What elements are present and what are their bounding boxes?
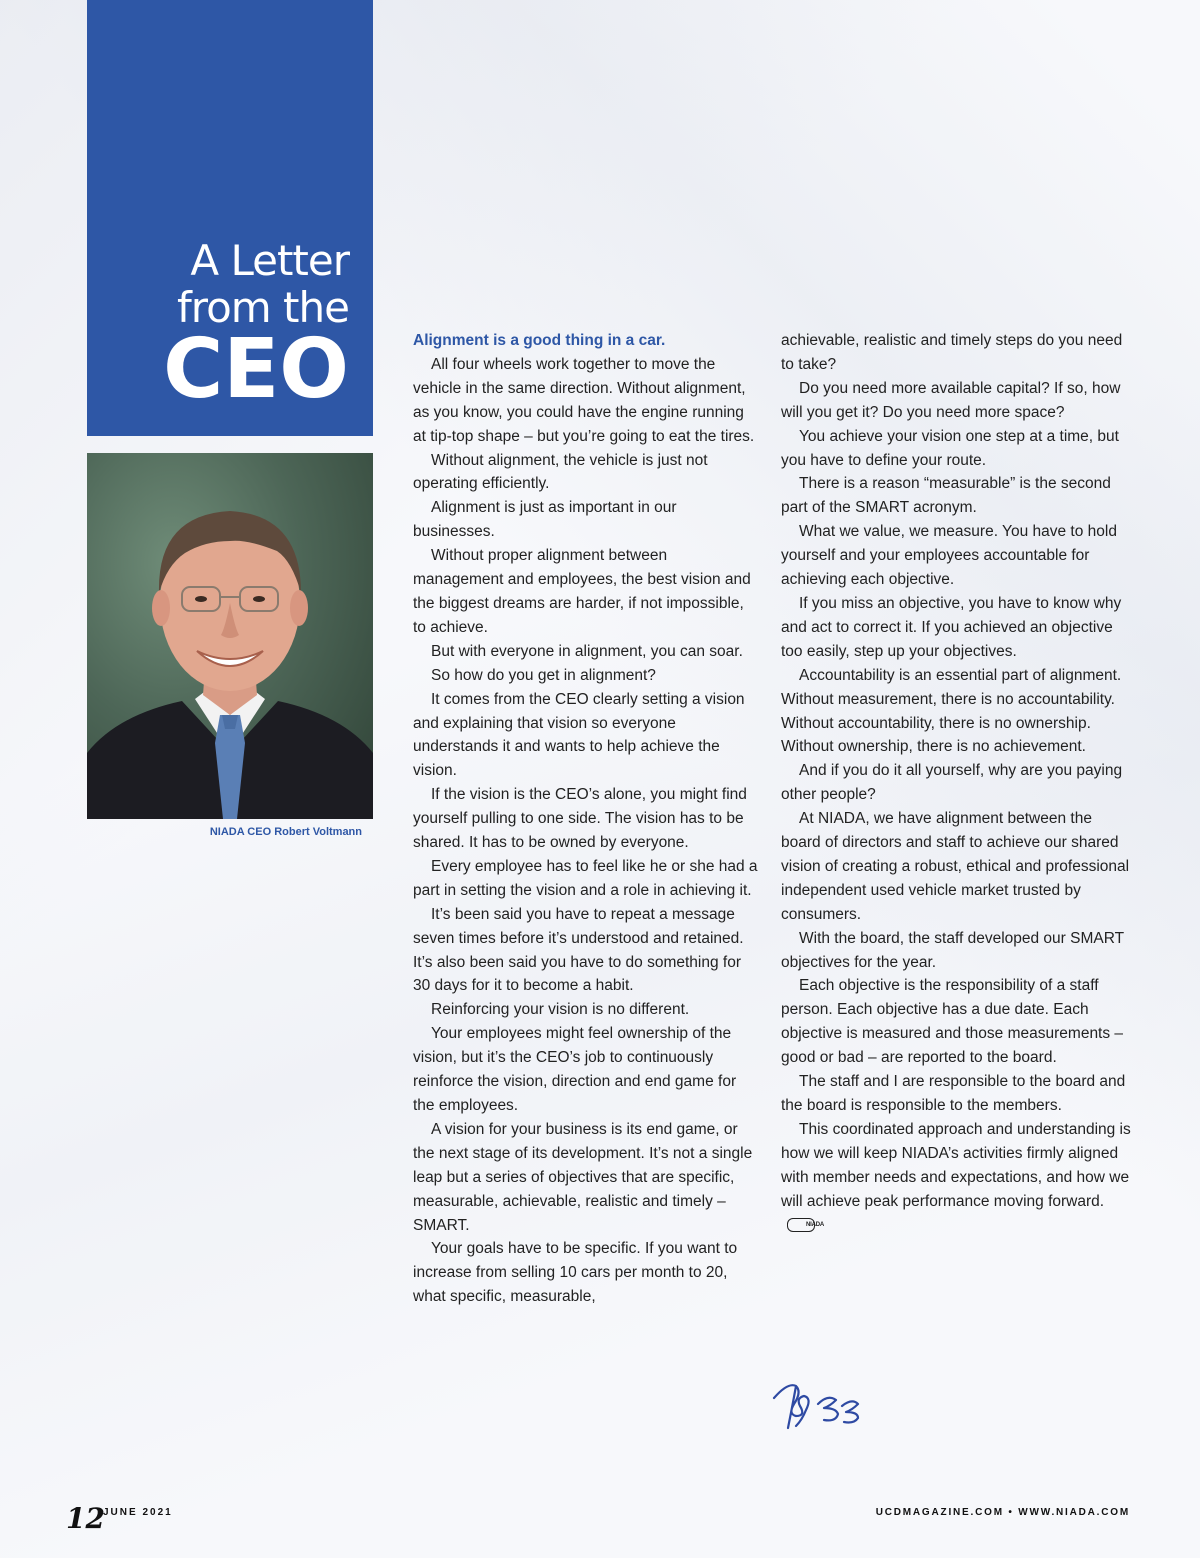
title-banner bbox=[87, 0, 373, 436]
paragraph: What we value, we measure. You have to hold yourself and your employees accountable for achieving each objective. bbox=[781, 523, 1117, 589]
paragraph: If the vision is the CEO’s alone, you might find yourself pulling to one side. The vision has to be shared. It has to be owned by everyone. bbox=[413, 786, 747, 852]
paragraph: Without proper alignment between management and employees, the best vision and the biggest dreams are harder, if not impossible, to achieve. bbox=[413, 547, 751, 636]
portrait-illustration bbox=[87, 453, 373, 819]
paragraph-continuation: achievable, realistic and timely steps do you need to take? bbox=[781, 332, 1123, 373]
issue-date: JUNE 2021 bbox=[103, 1507, 173, 1518]
niada-end-mark-icon: NIADA bbox=[787, 1218, 815, 1232]
paragraph: All four wheels work together to move the vehicle in the same direction. Without alignment, as you know, you could have the engine running at tip-top shape – but you’re going to eat the tires. bbox=[413, 355, 755, 445]
paragraph: Alignment is just as important in our businesses. bbox=[413, 499, 677, 541]
paragraph: And if you do it all yourself, why are you paying other people? bbox=[781, 762, 1123, 804]
paragraph: If you miss an objective, you have to know why and act to correct it. If you achieved an objective too easily, step up your objectives. bbox=[781, 594, 1122, 660]
paragraph: But with everyone in alignment, you can soar. bbox=[431, 642, 743, 660]
paragraph: The staff and I are responsible to the board and the board is responsible to the members. bbox=[781, 1073, 1126, 1114]
paragraph: Every employee has to feel like he or she had a part in setting the vision and a role in achieving it. bbox=[413, 857, 758, 899]
title-line-1: A Letter bbox=[190, 236, 349, 285]
paragraph: Your employees might feel ownership of the vision, but it’s the CEO’s job to continuously reinforce the vision, direction and end game for the employees. bbox=[413, 1025, 737, 1114]
paragraph: It comes from the CEO clearly setting a vision and explaining that vision so everyone understands it and wants to help achieve the vision. bbox=[413, 690, 745, 780]
paragraph: Do you need more available capital? If so, how will you get it? Do you need more space? bbox=[781, 379, 1121, 421]
lead-sentence: Alignment is a good thing in a car. bbox=[413, 332, 666, 349]
title-line-3: CEO bbox=[163, 322, 349, 417]
paragraph-final bbox=[781, 1118, 1131, 1238]
paragraph: Accountability is an essential part of alignment. Without measurement, there is no accountability. Without accountability, there is no ownership. Without ownership, there is no achievement. bbox=[781, 666, 1122, 756]
photo-caption: NIADA CEO Robert Voltmann bbox=[209, 826, 362, 838]
signature-icon bbox=[766, 1368, 876, 1438]
article-column-1 bbox=[413, 329, 758, 1309]
paragraph: Each objective is the responsibility of a staff person. Each objective has a due date. Each objective is measured and those measurements – good or bad – are reported to the board. bbox=[781, 977, 1124, 1067]
title-line-2: from the bbox=[176, 283, 349, 332]
paragraph-final-text: This coordinated approach and understanding is how we will keep NIADA’s activities firmly aligned with member needs and expectations, and how we will achieve peak performance moving forward. bbox=[781, 1120, 1131, 1210]
article-column-2 bbox=[781, 329, 1131, 1237]
ceo-portrait bbox=[87, 453, 373, 819]
paragraph: With the board, the staff developed our SMART objectives for the year. bbox=[781, 929, 1124, 971]
paragraph: Without alignment, the vehicle is just not operating efficiently. bbox=[413, 451, 708, 493]
footer-website: UCDMAGAZINE.COM • WWW.NIADA.COM bbox=[875, 1507, 1130, 1518]
paragraph: It’s been said you have to repeat a message seven times before it’s understood and retained. It’s also been said you have to do something for 30 days for it to become a habit. bbox=[413, 905, 744, 995]
paragraph: Your goals have to be specific. If you want to increase from selling 10 cars per month to 20, what specific, measurable, bbox=[413, 1240, 738, 1306]
paragraph: So how do you get in alignment? bbox=[431, 666, 656, 684]
paragraph: At NIADA, we have alignment between the board of directors and staff to achieve our shared vision of creating a robust, ethical and professional independent used vehicle market trusted by consumers. bbox=[781, 810, 1130, 923]
paragraph: Reinforcing your vision is no different. bbox=[431, 1001, 690, 1019]
page-number: 12 bbox=[66, 1502, 105, 1535]
paragraph: There is a reason “measurable” is the second part of the SMART acronym. bbox=[781, 475, 1111, 517]
paragraph: You achieve your vision one step at a time, but you have to define your route. bbox=[781, 427, 1119, 469]
paragraph: A vision for your business is its end game, or the next stage of its development. It’s not a single leap but a series of objectives that are specific, measurable, achievable, realistic and timely – SMART. bbox=[413, 1120, 753, 1234]
